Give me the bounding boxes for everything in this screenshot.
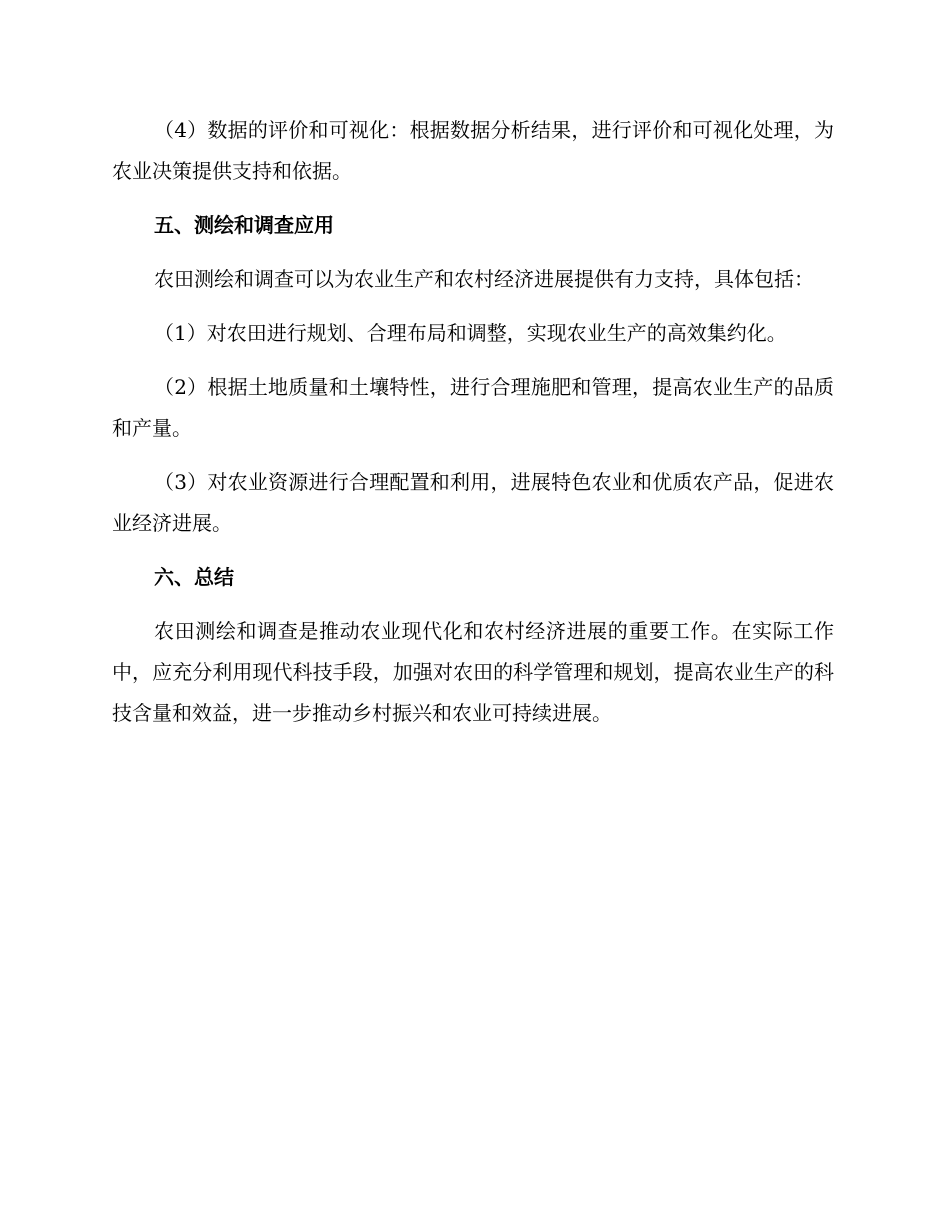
paragraph-application-intro: 农田测绘和调查可以为农业生产和农村经济进展提供有力支持，具体包括： (154, 267, 814, 291)
paragraph-application-item-2: （2）根据土地质量和土壤特性，进行合理施肥和管理，提高农业生产的品质和产量。 (112, 375, 834, 440)
paragraph-data-evaluation: （4）数据的评价和可视化：根据数据分析结果，进行评价和可视化处理，为农业决策提供支持和依据。 (112, 118, 834, 183)
section-heading-application: 五、测绘和调查应用 (154, 213, 334, 237)
paragraph-application-item-3: （3）对农业资源进行合理配置和利用，进展特色农业和优质农产品，促进农业经济进展。 (112, 470, 834, 535)
section-heading-summary: 六、总结 (154, 565, 234, 589)
paragraph-summary: 农田测绘和调查是推动农业现代化和农村经济进展的重要工作。在实际工作中，应充分利用现代科技手段，加强对农田的科学管理和规划，提高农业生产的科技含量和效益，进一步推动乡村振兴和农业可持续进展。 (112, 619, 834, 725)
paragraph-application-item-1: （1）对农田进行规划、合理布局和调整，实现农业生产的高效集约化。 (154, 321, 787, 345)
document-body (112, 110, 834, 747)
